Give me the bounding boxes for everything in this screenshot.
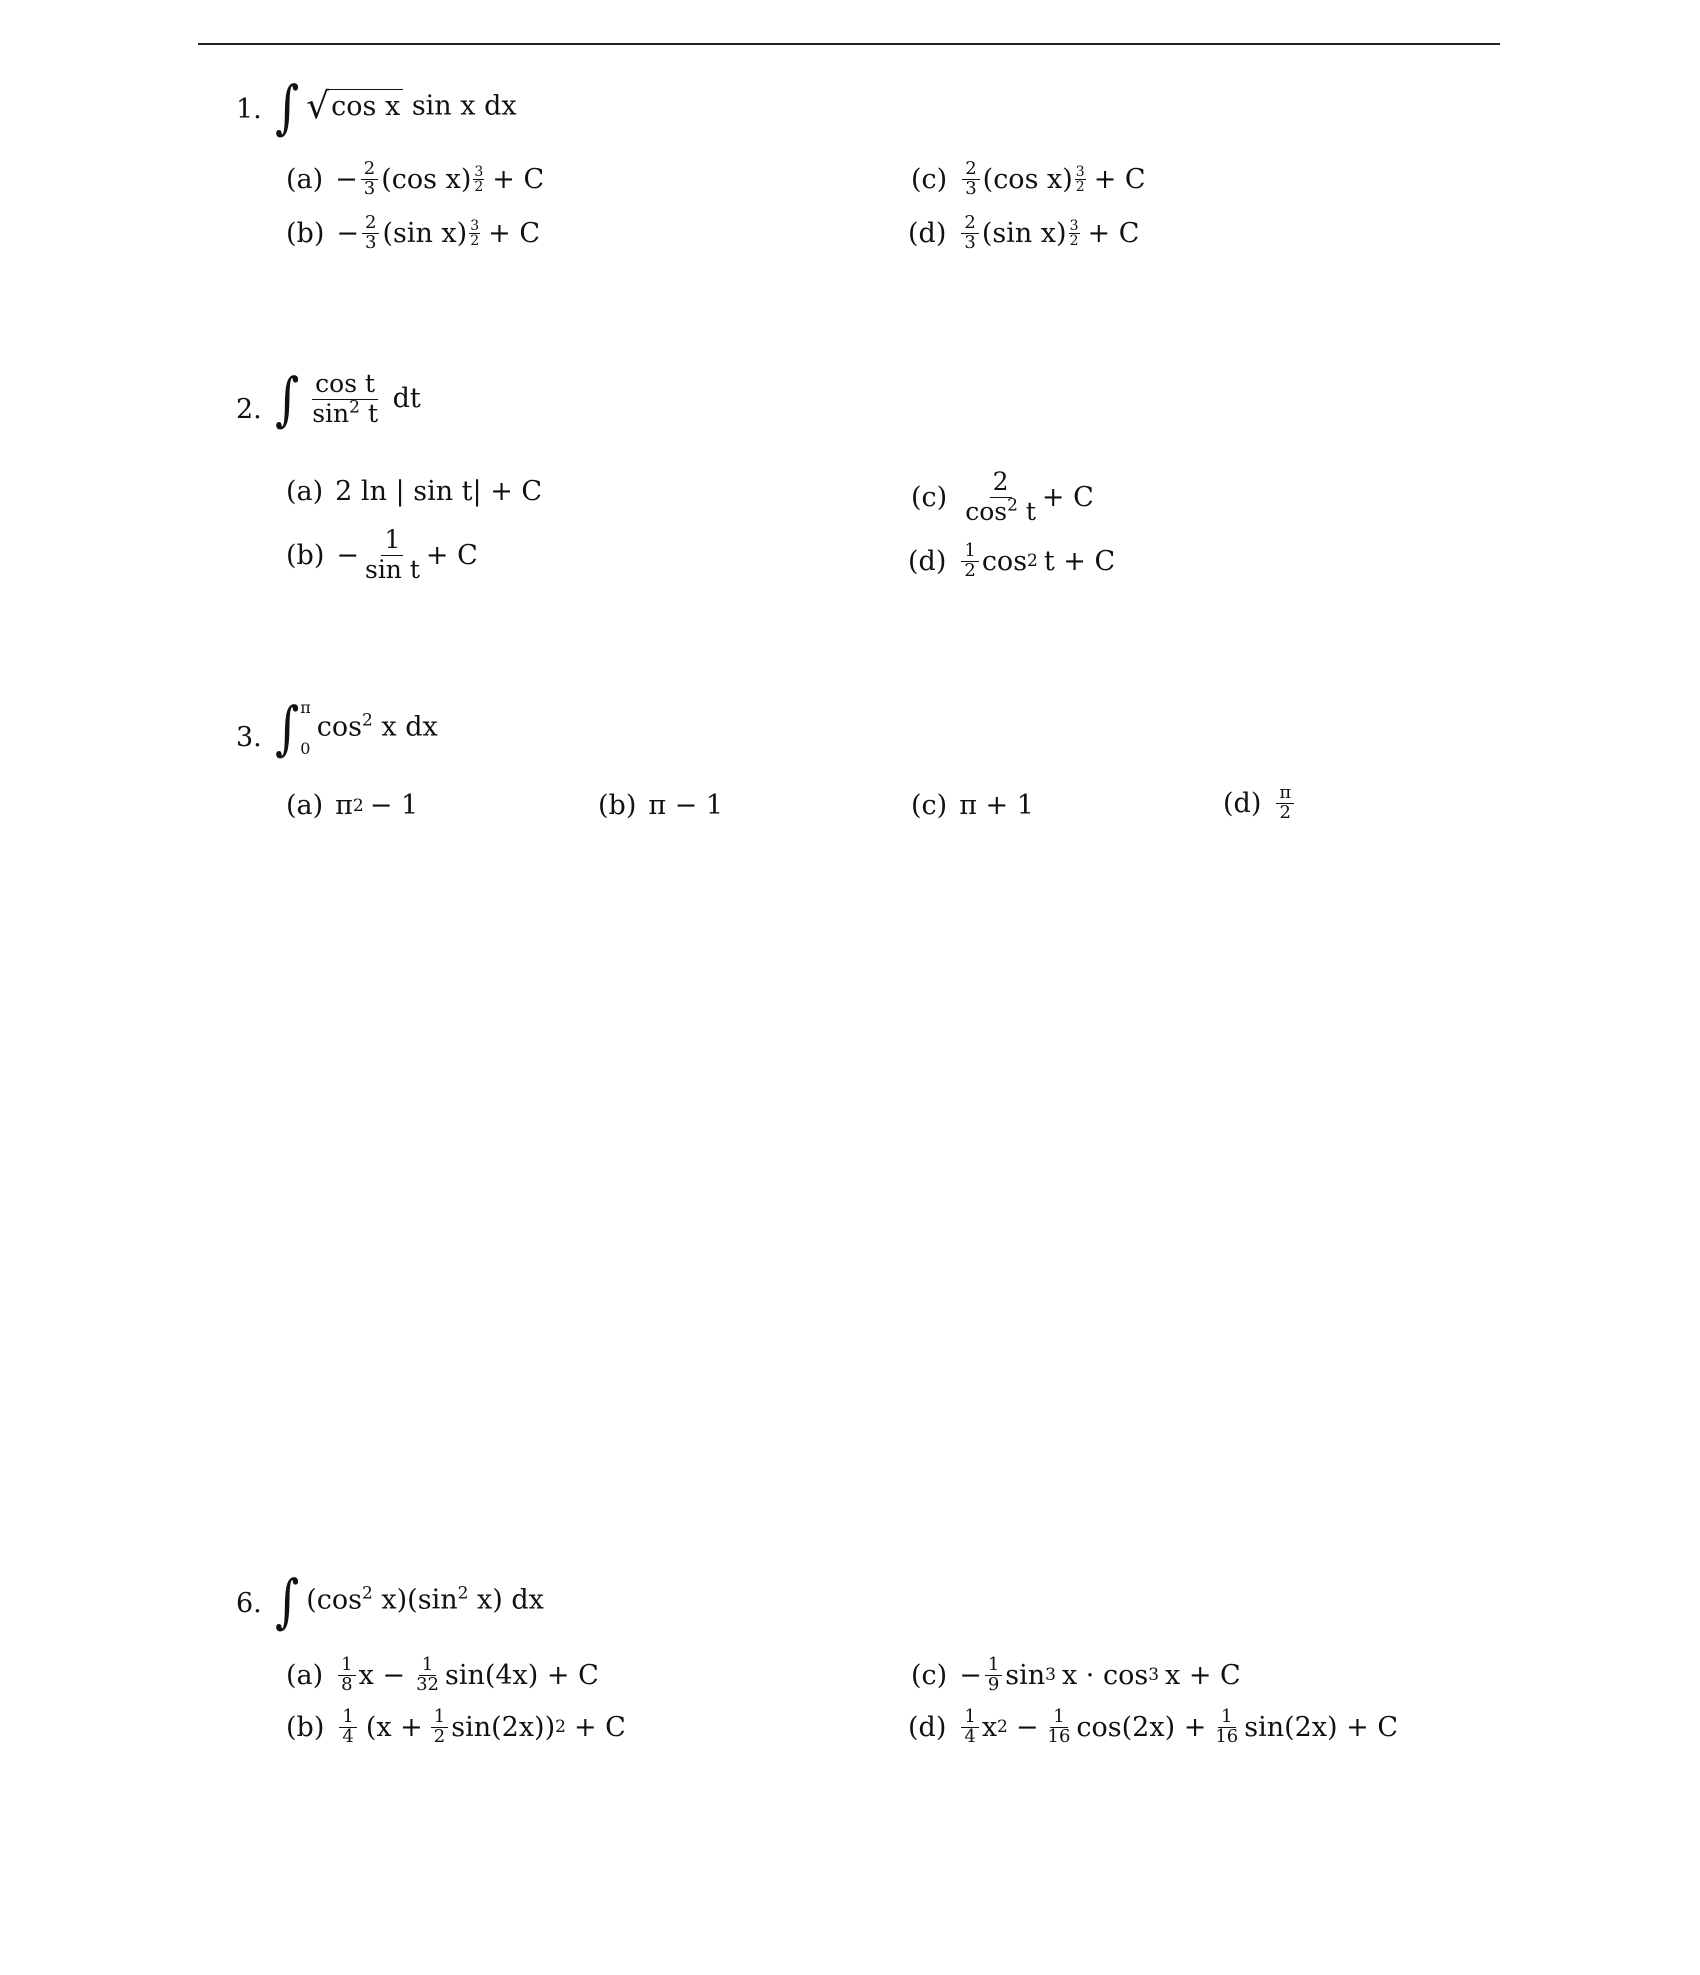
question-stem: ∫ ($\cos^2$ $x)(\sin^2$ x) dx	[275, 1567, 544, 1635]
question-number: 6.	[236, 1588, 262, 1619]
sqrt: √ cos x	[306, 89, 403, 125]
option-d[interactable]: (d) π 2	[1223, 784, 1297, 823]
option-c[interactable]: (c) − $\frac{1}{9}$ sin 3 x · cos 3 x + C	[911, 1654, 1241, 1695]
question-stem: ∫ √ cos x sin x dx	[275, 73, 517, 141]
integral-sign: ∫	[275, 1567, 300, 1635]
question-stem: ∫ $\frac{\text{cos t}}{\sin^2 t}$ dt	[275, 365, 421, 434]
option-c[interactable]: (c) π + 1	[911, 790, 1034, 821]
integral-sign: ∫	[275, 365, 300, 434]
option-d[interactable]: (d) 2 3 (sin x) 3 2 + C	[908, 212, 1140, 253]
option-a[interactable]: (a) 2 ln | sin t| + C	[286, 476, 543, 507]
question-number: 1.	[236, 94, 262, 125]
header-rule	[198, 43, 1500, 45]
option-a[interactable]: (a) π 2 − 1	[286, 790, 419, 821]
question-stem: ∫ π 0 $\cos^2 x$ dx	[275, 694, 438, 762]
option-b[interactable]: (b) − $\frac{1}{\text{sin t}}$ + C	[286, 525, 478, 584]
question-number: 3.	[236, 722, 262, 753]
integral-sign: ∫	[275, 694, 300, 762]
option-c[interactable]: (c) 2 $\cos^2 t$ + C	[911, 467, 1094, 526]
option-d[interactable]: (d) 1 2 cos 2 t + C	[908, 540, 1116, 581]
question-number: 2.	[236, 394, 262, 425]
option-b[interactable]: (b) π − 1	[598, 790, 724, 821]
integral-sign: ∫	[275, 73, 300, 141]
option-b[interactable]: (b) − $\frac{2}{3}$ (sin x) 3 2 + C	[286, 212, 540, 253]
option-b[interactable]: (b) 1 4 (x + $\frac{1}{2}$ sin(2x)) 2 + C	[286, 1706, 626, 1747]
option-d[interactable]: (d) 1 4 x 2 − $\frac{1}{16}$ cos(2x) + $\frac{1}{16}$ sin(2x) + C	[908, 1706, 1399, 1747]
option-a[interactable]: (a) − $\frac{2}{3}$ (cos x) 3 2 + C	[286, 158, 545, 199]
option-c[interactable]: (c) 2 3 (cos x) 3 2 + C	[911, 158, 1146, 199]
option-a[interactable]: (a) 1 8 x − $\frac{1}{32}$ sin(4x) + C	[286, 1654, 599, 1695]
